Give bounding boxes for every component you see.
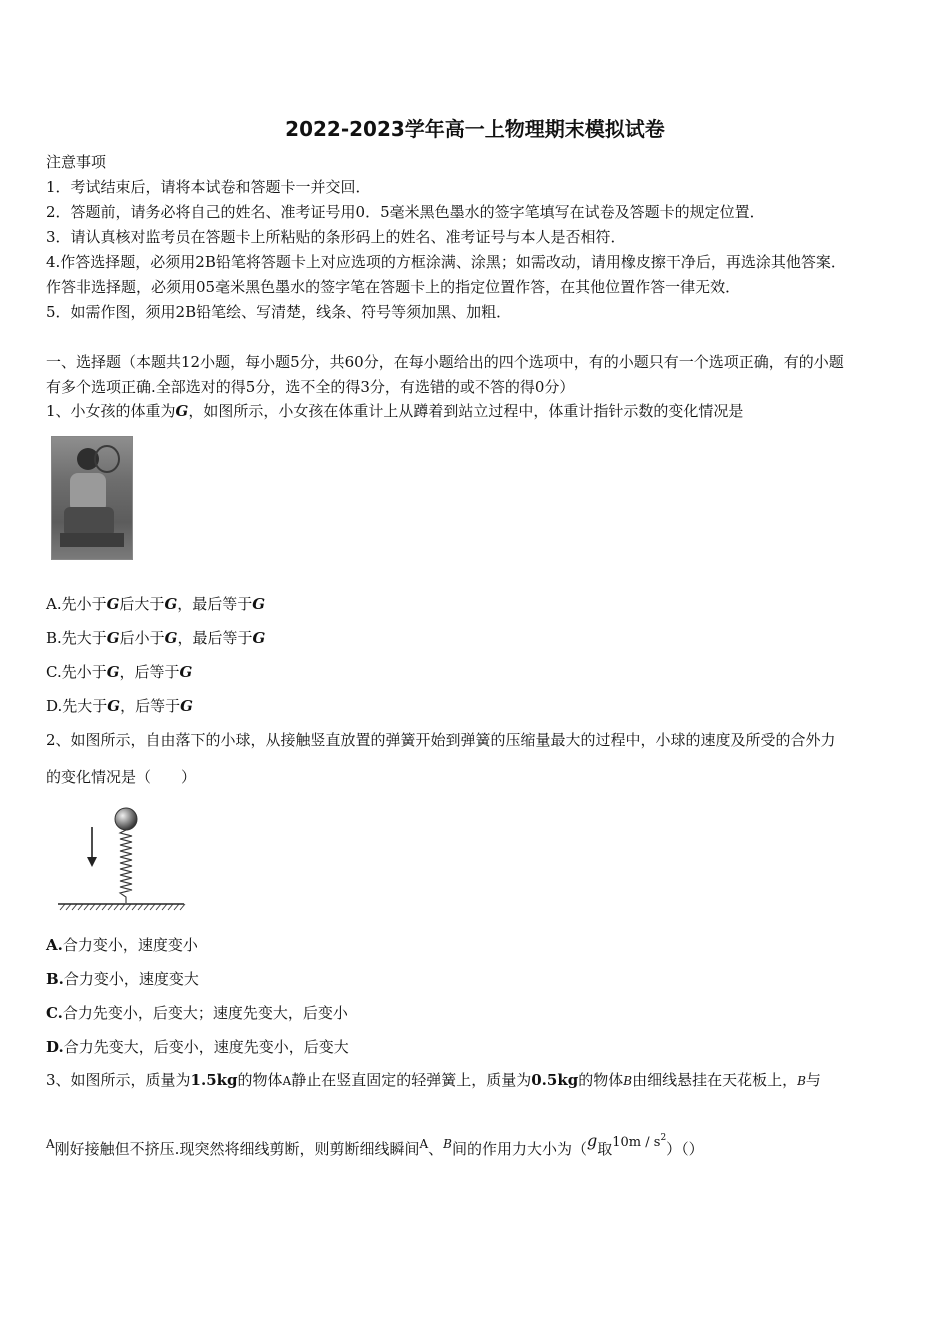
notice-item-3: 3．请认真核对监考员在答题卡上所粘贴的条形码上的姓名、准考证号与本人是否相符．: [46, 228, 626, 246]
q2-option-a: A.合力变小，速度变小: [46, 936, 198, 954]
q1-option-c: C.先小于G，后等于G: [46, 663, 193, 681]
section1-instructions-1: 一、选择题（本题共12小题，每小题5分，共60分，在每小题给出的四个选项中，有的小题只有一个选项正确，有的小题: [46, 353, 844, 371]
notice-heading: 注意事项: [46, 153, 107, 171]
ground-hatch: [60, 904, 185, 910]
ball: [115, 808, 137, 830]
notice-item-5: 5．如需作图，须用2B铅笔绘、写清楚，线条、符号等须加黑、加粗．: [46, 303, 512, 321]
girl-on-scale-photo: [51, 436, 133, 560]
q2-stem-1: 2、如图所示，自由落下的小球，从接触竖直放置的弹簧开始到弹簧的压缩量最大的过程中，小球的速度及所受的合外力: [46, 731, 836, 749]
down-arrow-head: [87, 857, 97, 867]
notice-item-4-cont: 作答非选择题，必须用05毫米黑色墨水的签字笔在答题卡上的指定位置作答，在其他位置作答一律无效．: [46, 278, 741, 296]
exam-title: 2022-2023学年高一上物理期末模拟试卷: [285, 117, 665, 141]
q2-option-b: B.合力变小，速度变大: [46, 970, 199, 988]
q2-option-c: C.合力先变小，后变大；速度先变大，后变小: [46, 1004, 348, 1022]
notice-item-2: 2．答题前，请务必将自己的姓名、准考证号用0．5毫米黑色墨水的签字笔填写在试卷及答题卡的规定位置．: [46, 203, 765, 221]
q3-stem-2: $^A$刚好接触但不挤压.现突然将细线剪断，则剪断细线瞬间$^A$、$^B$间的作用力大小为（g取$10m / s^2)()$: [46, 1131, 704, 1158]
q2-option-d: D.合力先变大，后变小，速度先变小，后变大: [46, 1038, 349, 1056]
q3-stem-1: 3、如图所示，质量为1.5kg的物体A静止在竖直固定的轻弹簧上，质量为0.5kg的物体B由细线悬挂在天花板上，B与: [46, 1071, 821, 1089]
notice-item-4: 4.作答选择题，必须用2B铅笔将答题卡上对应选项的方框涂满、涂黑；如需改动，请用橡皮擦干净后，再选涂其他答案．: [46, 253, 846, 271]
ball-spring-diagram: [54, 805, 189, 915]
q1-option-d: D.先大于G，后等于G: [46, 697, 193, 715]
notice-item-1: 1．考试结束后，请将本试卷和答题卡一并交回．: [46, 178, 371, 196]
q1-stem: 1、小女孩的体重为G，如图所示，小女孩在体重计上从蹲着到站立过程中，体重计指针示数的变化情况是: [46, 402, 744, 420]
q1-option-a: A.先小于G后大于G，最后等于G: [46, 595, 266, 613]
spring: [120, 830, 132, 903]
section1-instructions-2: 有多个选项正确.全部选对的得5分，选不全的得3分，有选错的或不答的得0分）: [46, 378, 575, 396]
q1-option-b: B.先大于G后小于G，最后等于G: [46, 629, 266, 647]
q2-stem-2: 的变化情况是（ ）: [46, 768, 197, 786]
